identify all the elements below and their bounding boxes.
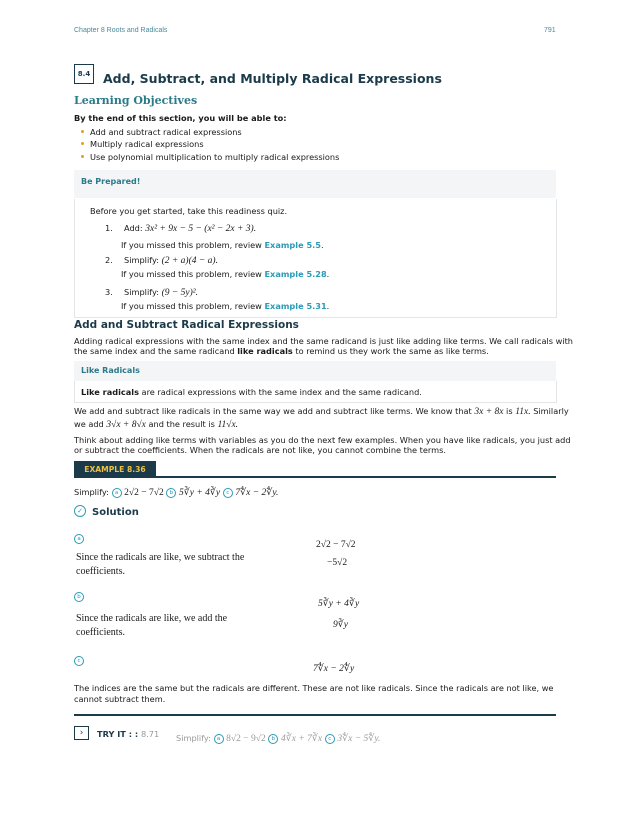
solution-a-line-2: −5√2 [327,558,348,568]
running-header-chapter: Chapter 8 Roots and Radicals [74,27,168,34]
like-radicals-title: Like Radicals [81,366,140,375]
be-prepared-title: Be Prepared! [81,177,141,186]
quiz-expr: (2 + a)(4 − a). [161,256,218,266]
quiz-expr: (9 − 5y)². [161,288,199,298]
example-problem: Simplify: a 2√2 − 7√2 b 5∛y + 4∛y c 7∜x − 2∜y. [74,487,279,498]
objective-item: Add and subtract radical expressions [74,126,339,138]
example-conclusion: The indices are the same but the radicals are different. These are not like radicals. Since the radicals are not like, we cannot subtract them. [74,683,554,704]
objectives-title: Learning Objectives [74,94,198,107]
objective-item: Use polynomial multiplication to multiply radical expressions [74,151,339,163]
solution-b-line-1: 5∛y + 4∛y [318,599,360,609]
example-label: EXAMPLE 8.36 [74,461,156,478]
subsection-heading: Add and Subtract Radical Expressions [74,319,299,331]
check-icon: ✓ [74,505,86,517]
section-title: Add, Subtract, and Multiply Radical Expressions [103,71,442,86]
quiz-expr: 3x² + 9x − 5 − (x² − 2x + 3). [145,224,257,234]
solution-b-marker: b [74,584,84,603]
quiz-item-1: 1. Add: 3x² + 9x − 5 − (x² − 2x + 3). [105,223,257,234]
example-link[interactable]: Example 5.31 [264,301,327,311]
solution-b-line-2: 9∛y [333,620,349,630]
part-a-marker: a [112,488,122,498]
paragraph-3-line-1: Think about adding like terms with variables as you do the next few examples. When you have like radicals, you just add [74,435,571,445]
quiz-review-1: If you missed this problem, review Example 5.5. [121,240,324,250]
quiz-item-2: 2. Simplify: (2 + a)(4 − a). [105,255,218,266]
solution-c-line-1: 7∜x − 2∜y [313,664,355,674]
solution-c-marker: c [74,648,84,667]
quiz-item-3: 3. Simplify: (9 − 5y)². [105,287,199,298]
section-number-box: 8.4 [74,64,94,84]
like-radicals-definition: Like radicals are radical expressions with the same index and the same radicand. [81,387,422,397]
solution-a-line-1: 2√2 − 7√2 [316,540,356,550]
paragraph-2-line-1: We add and subtract like radicals in the same way we add and subtract like terms. We know that 3x + 8x is 11x. Similarly [74,406,569,417]
page-number: 791 [544,27,556,34]
example-end-rule [74,714,556,716]
objectives-list [74,126,339,163]
quiz-review-2: If you missed this problem, review Example 5.28. [121,269,330,279]
be-prepared-header-box [74,170,556,198]
part-c-marker: c [223,488,233,498]
chevron-right-icon[interactable]: › [74,726,89,740]
like-radicals-header-box [74,361,556,381]
solution-heading: Solution [92,507,139,518]
prepared-intro: Before you get started, take this readiness quiz. [90,206,288,216]
objectives-intro: By the end of this section, you will be able to: [74,113,287,123]
solution-a-note: Since the radicals are like, we subtract the coefficients. [76,552,245,577]
quiz-review-3: If you missed this problem, review Example 5.31. [121,301,330,311]
example-link[interactable]: Example 5.5 [264,240,321,250]
paragraph-3-line-2: or subtract the coefficients. When the radicals are not like, you cannot combine the terms. [74,445,446,455]
part-b-marker: b [166,488,176,498]
solution-a-marker: a [74,526,84,545]
solution-b-note: Since the radicals are like, we add the coefficients. [76,613,228,638]
paragraph-1-line-1: Adding radical expressions with the same index and the same radicand is just like adding like terms. We call radicals with [74,336,573,346]
example-link[interactable]: Example 5.28 [264,269,327,279]
paragraph-2-line-2: we add 3√x + 8√x and the result is 11√x. [74,419,239,430]
objective-item: Multiply radical expressions [74,138,339,150]
try-it-label: TRY IT : : 8.71 [97,729,160,739]
try-it-problem: Simplify: a 8√2 − 9√2 b 4∛x + 7∛x c 3∜x − 5∜y. [176,733,381,744]
paragraph-1-line-2: the same index and the same radicand like radicals to remind us they work the same as like terms. [74,346,489,356]
